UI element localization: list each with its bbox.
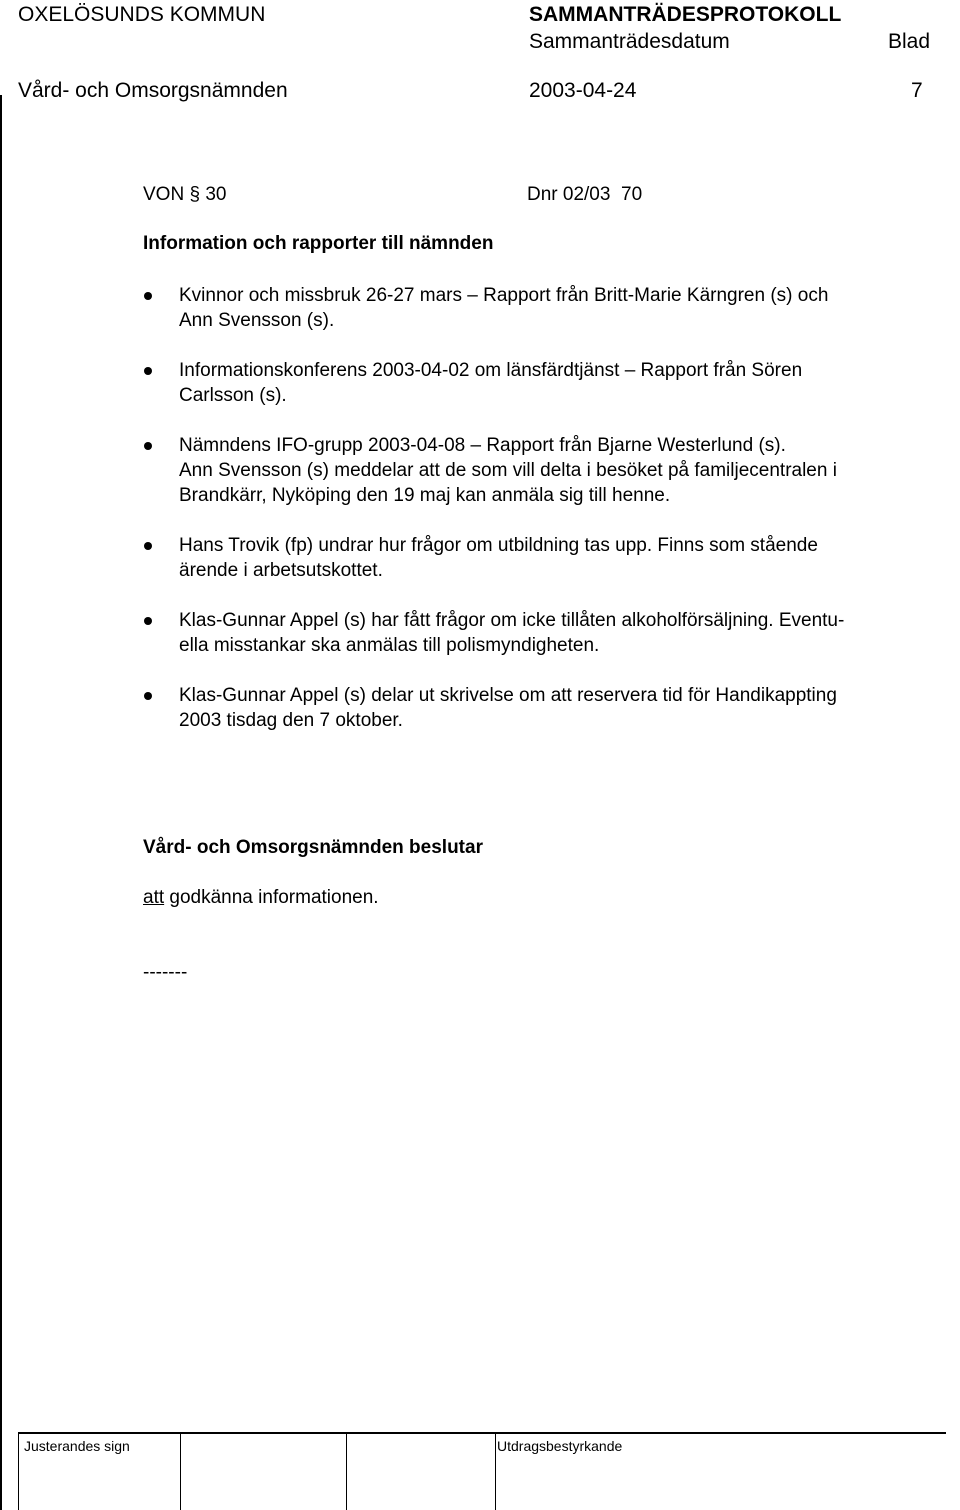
bullet-icon: [144, 292, 152, 300]
separator: -------: [143, 962, 188, 983]
list-item-line: Carlsson (s).: [179, 385, 287, 406]
case-id-number: 30: [205, 184, 227, 205]
list-item-line: Klas-Gunnar Appel (s) har fått frågor om icke tillåten alkoholförsäljning. Eventu-: [179, 610, 845, 631]
list-item: [143, 608, 943, 658]
meeting-date: 2003-04-24: [529, 79, 637, 102]
date-label: Sammanträdesdatum: [529, 30, 730, 53]
bullet-icon: [144, 442, 152, 450]
bullet-icon: [144, 692, 152, 700]
extract-label: Utdragsbestyrkande: [497, 1438, 623, 1454]
footer-rule: [18, 1432, 946, 1434]
decision-heading: Vård- och Omsorgsnämnden beslutar: [143, 837, 483, 858]
case-dnr: Dnr 02/03 70: [527, 184, 643, 205]
case-id: [143, 182, 226, 208]
list-item-line: Brandkärr, Nyköping den 19 maj kan anmäla sig till henne.: [179, 485, 671, 506]
section-symbol: §: [189, 184, 201, 205]
list-item: [143, 358, 943, 408]
footer-box-divider: [495, 1432, 496, 1510]
bullet-icon: [144, 617, 152, 625]
left-margin-rule: [0, 95, 2, 1510]
list-item: [143, 683, 943, 733]
bullet-icon: [144, 542, 152, 550]
board-name: Vård- och Omsorgsnämnden: [18, 79, 288, 102]
list-item-line: Informationskonferens 2003-04-02 om länsfärdtjänst – Rapport från Sören: [179, 360, 803, 381]
case-title: Information och rapporter till nämnden: [143, 233, 494, 254]
document-type: SAMMANTRÄDESPROTOKOLL: [529, 3, 842, 26]
list-item-line: Nämndens IFO-grupp 2003-04-08 – Rapport från Bjarne Westerlund (s).: [179, 435, 786, 456]
list-item-line: Hans Trovik (fp) undrar hur frågor om utbildning tas upp. Finns som stående: [179, 535, 818, 556]
list-item: [143, 533, 943, 583]
list-item-line: Kvinnor och missbruk 26-27 mars – Rapport från Britt-Marie Kärngren (s) och: [179, 285, 829, 306]
list-item-line: Ann Svensson (s) meddelar att de som vill delta i besöket på familjecentralen i: [179, 460, 837, 481]
list-item-line: 2003 tisdag den 7 oktober.: [179, 710, 403, 731]
case-id-prefix: VON: [143, 184, 185, 205]
decision-body: godkänna informationen.: [164, 887, 379, 908]
footer-box-divider: [18, 1432, 19, 1510]
sign-label: Justerandes sign: [24, 1438, 130, 1454]
list-item: [143, 283, 943, 333]
list-item: [143, 433, 943, 508]
decision-att: att: [143, 887, 165, 908]
page-label: Blad: [888, 30, 931, 53]
report-list: [143, 283, 943, 758]
municipality-name: OXELÖSUNDS KOMMUN: [18, 3, 266, 26]
footer-box-divider: [346, 1432, 347, 1510]
list-item-line: Klas-Gunnar Appel (s) delar ut skrivelse om att reservera tid för Handikappting: [179, 685, 837, 706]
list-item-line: ärende i arbetsutskottet.: [179, 560, 383, 581]
page-number: 7: [911, 79, 923, 102]
decision-text: [143, 885, 379, 911]
footer-box-divider: [180, 1432, 181, 1510]
list-item-line: ella misstankar ska anmälas till polismyndigheten.: [179, 635, 600, 656]
bullet-icon: [144, 367, 152, 375]
list-item-line: Ann Svensson (s).: [179, 310, 335, 331]
